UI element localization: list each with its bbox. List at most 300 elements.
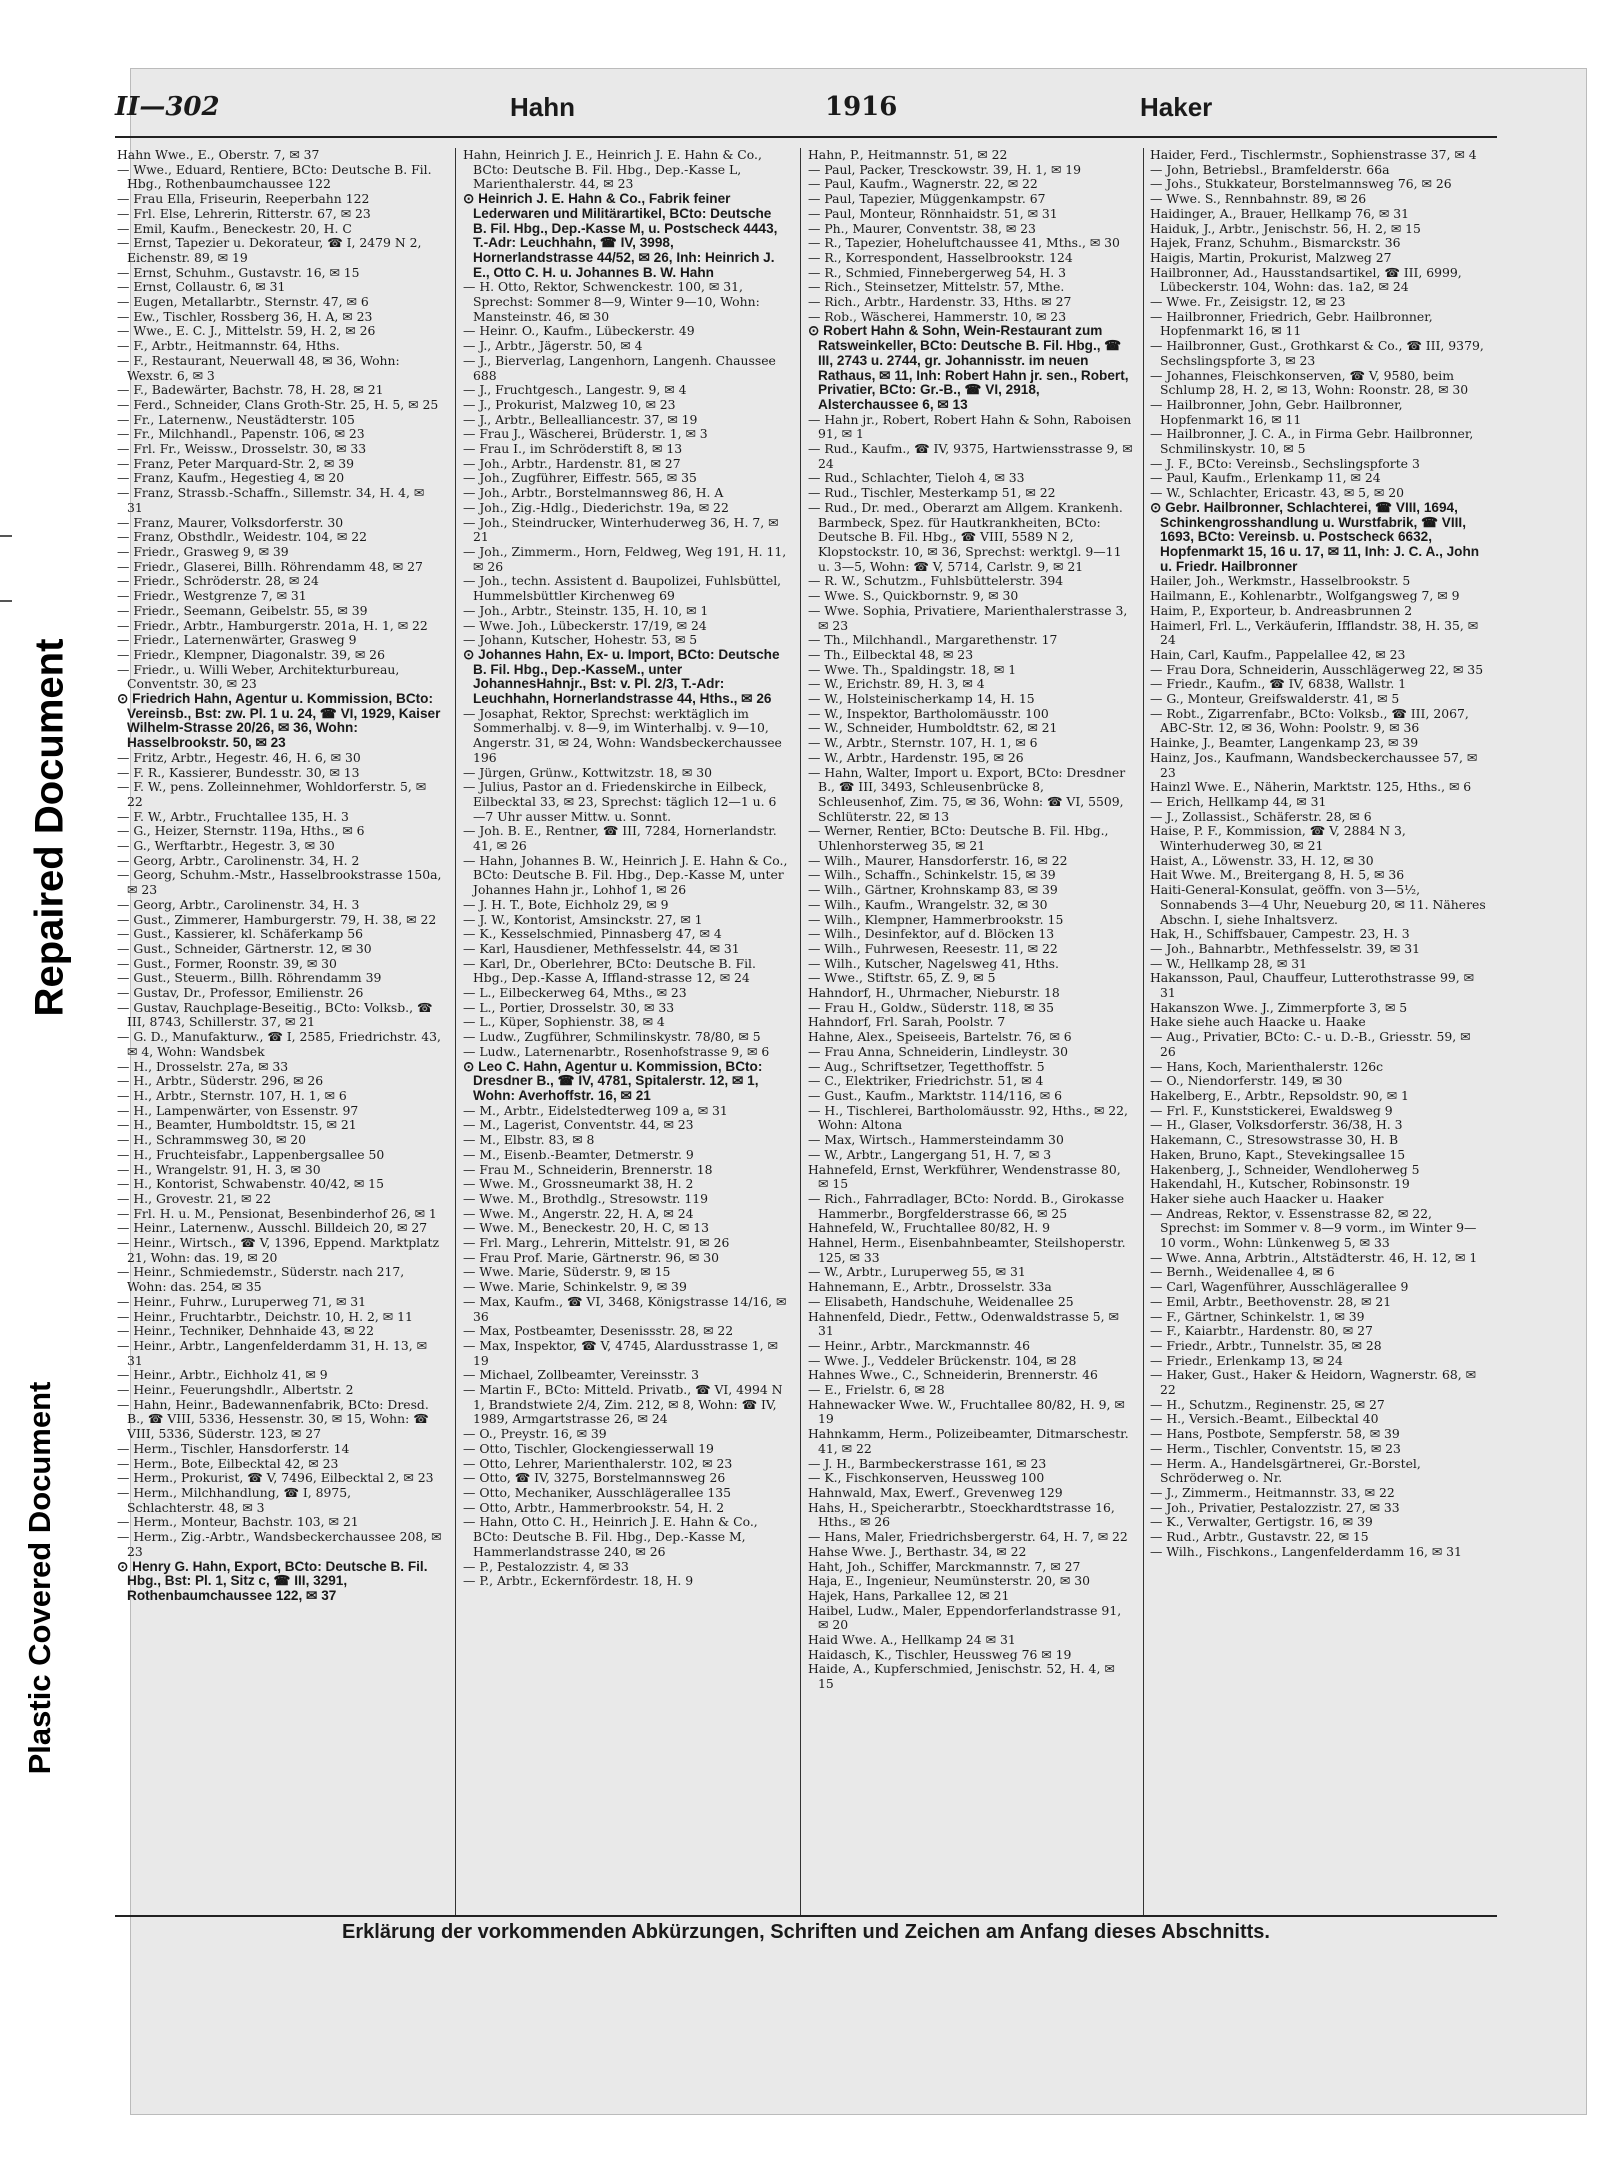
directory-entry: Hahn Wwe., E., Oberstr. 7, ✉ 37 <box>117 148 320 162</box>
directory-entry: — M., Lagerist, Conventstr. 44, ✉ 23 <box>463 1117 694 1133</box>
directory-entry: — Wwe. Marie, Schinkelstr. 9, ✉ 39 <box>463 1279 687 1295</box>
directory-entry: — Wilh., Kutscher, Nagelsweg 41, Hths. <box>808 955 1059 971</box>
directory-entry: Haiduk, J., Arbtr., Jenischstr. 56, H. 2, ✉ 15 <box>1150 220 1421 236</box>
directory-entry: — Elisabeth, Handschuhe, Weidenallee 25 <box>808 1293 1074 1309</box>
directory-entry: — G., Monteur, Greifswalderstr. 41, ✉ 5 <box>1150 691 1400 707</box>
directory-entry: — Rud., Kaufm., ☎ IV, 9375, Hartwiensstrasse 9, ✉ 24 <box>808 441 1133 471</box>
directory-entry: Haht, Joh., Schiffer, Marckmannstr. 7, ✉ 27 <box>808 1558 1081 1574</box>
directory-entry: — Ew., Tischler, Rossberg 36, H. A, ✉ 23 <box>117 308 373 324</box>
directory-entry: — W., Schneider, Humboldtstr. 62, ✉ 21 <box>808 720 1058 736</box>
directory-entry: — Joh., Zimmerm., Horn, Feldweg, Weg 191, H. 11, ✉ 26 <box>463 543 787 574</box>
directory-entry: Hahn, Heinrich J. E., Heinrich J. E. Hahn & Co., BCto: Deutsche B. Fil. Hbg., Dep.-Kasse L, Marienthalerstr. 44, ✉ 23 <box>463 148 762 192</box>
directory-entry: — J., Zollassist., Schäferstr. 28, ✉ 6 <box>1150 808 1372 824</box>
directory-entry: — Herm., Monteur, Bachstr. 103, ✉ 21 <box>117 1514 359 1530</box>
directory-entry: — Rud., Dr. med., Oberarzt am Allgem. Krankenh. Barmbeck, Spez. für Hautkrankheiten, BCto: Deutsche B. Fil. Hbg., ☎ VIII, 5589 N 2, Klopstockstr. 10, ✉ 36, Sprechst: werktgl. 9—11 u. 3—5, Wohn: ☎ V, 5714, Carlstr. 9, ✉ 21 <box>808 499 1123 574</box>
directory-entry: Haidinger, A., Brauer, Hellkamp 76, ✉ 31 <box>1150 205 1409 221</box>
directory-entry: — Rud., Tischler, Mesterkamp 51, ✉ 22 <box>808 485 1056 501</box>
column-2 <box>463 148 788 1898</box>
directory-entry: — Heinr., Arbtr., Eichholz 41, ✉ 9 <box>117 1367 328 1383</box>
directory-entry: — Friedr., Schröderstr. 28, ✉ 24 <box>117 573 319 589</box>
directory-entry: — Joh., techn. Assistent d. Baupolizei, Fuhlsbüttel, Hummelsbüttler Kirchenweg 69 <box>463 573 782 604</box>
directory-entry: — K., Fischkonserven, Heussweg 100 <box>808 1470 1045 1486</box>
directory-entry: — Bernh., Weidenallee 4, ✉ 6 <box>1150 1264 1335 1280</box>
directory-entry: — H., Glaser, Volksdorferstr. 36/38, H. 3 <box>1150 1117 1403 1133</box>
directory-entry: — Karl, Dr., Oberlehrer, BCto: Deutsche B. Fil. Hbg., Dep.-Kasse A, Iffland-strasse 12, ✉ 24 <box>463 955 756 986</box>
directory-entry: Hainz, Jos., Kaufmann, Wandsbeckerchaussee 57, ✉ 23 <box>1150 749 1478 780</box>
directory-entry: — Wilh., Klempner, Hammerbrookstr. 15 <box>808 911 1064 927</box>
directory-entry: — J., Fruchtgesch., Langestr. 9, ✉ 4 <box>463 382 687 398</box>
directory-entry: — Hailbronner, Friedrich, Gebr. Hailbronner, Hopfenmarkt 16, ✉ 11 <box>1150 308 1433 339</box>
directory-entry: — Heinr., Fruchtarbtr., Deichstr. 10, H. 2, ✉ 11 <box>117 1308 413 1324</box>
directory-entry: — Wwe. Sophia, Privatiere, Marienthalerstrasse 3, ✉ 23 <box>808 602 1128 633</box>
directory-entry: — F., Badewärter, Bachstr. 78, H. 28, ✉ 21 <box>117 382 384 398</box>
directory-entry: Hahse Wwe. J., Berthastr. 34, ✉ 22 <box>808 1543 1027 1559</box>
directory-entry: Haja, E., Ingenieur, Neumünsterstr. 20, ✉ 30 <box>808 1573 1090 1589</box>
directory-entry: — Ernst, Schuhm., Gustavstr. 16, ✉ 15 <box>117 264 360 280</box>
directory-entry: — Karl, Hausdiener, Methfesselstr. 44, ✉ 31 <box>463 940 740 956</box>
directory-entry: — Th., Eilbecktal 48, ✉ 23 <box>808 646 974 662</box>
edge-tick <box>0 535 12 537</box>
directory-entry: — Ernst, Collaustr. 6, ✉ 31 <box>117 279 286 295</box>
directory-entry: — Wwe. Th., Spaldingstr. 18, ✉ 1 <box>808 661 1017 677</box>
directory-entry: — Hailbronner, Gust., Grothkarst & Co., ☎ III, 9379, Sechslingspforte 3, ✉ 23 <box>1150 338 1484 368</box>
directory-entry: — M., Eisenb.-Beamter, Detmerstr. 9 <box>463 1146 694 1162</box>
directory-entry: — Frl. Else, Lehrerin, Ritterstr. 67, ✉ 23 <box>117 205 371 221</box>
directory-entry: — F. W., pens. Zolleinnehmer, Wohldorferstr. 5, ✉ 22 <box>117 779 427 809</box>
directory-entry: — J. H., Barmbeckerstrasse 161, ✉ 23 <box>808 1455 1047 1471</box>
directory-entry: Hahnel, Herm., Eisenbahnbeamter, Steilshoperstr. 125, ✉ 33 <box>808 1235 1126 1265</box>
directory-entry: — Wwe. Fr., Zeisigstr. 12, ✉ 23 <box>1150 294 1346 310</box>
directory-entry: — Frl. Fr., Weissw., Drosselstr. 30, ✉ 33 <box>117 441 367 457</box>
directory-entry: — Wwe. S., Rennbahnstr. 89, ✉ 26 <box>1150 191 1367 207</box>
directory-entry: — K., Kesselschmied, Pinnasberg 47, ✉ 4 <box>463 926 722 942</box>
directory-entry: — Heinr., Laternenw., Ausschl. Billdeich 20, ✉ 27 <box>117 1220 428 1236</box>
directory-entry: — H., Schrammsweg 30, ✉ 20 <box>117 1132 307 1148</box>
directory-entry: — Frau I., im Schröderstift 8, ✉ 13 <box>463 441 683 457</box>
directory-entry: — Wwe. Marie, Süderstr. 9, ✉ 15 <box>463 1264 671 1280</box>
directory-entry: — Julius, Pastor an d. Friedenskirche in Eilbeck, Eilbecktal 33, ✉ 23, Sprechst: täglich 12—1 u. 6—7 Uhr ausser Mittw. u. Sonnt. <box>463 779 777 824</box>
directory-entry: — Wwe. M., Grossneumarkt 38, H. 2 <box>463 1176 694 1192</box>
directory-entry: — Wilh., Maurer, Hansdorferstr. 16, ✉ 22 <box>808 852 1068 868</box>
header-rule <box>115 136 1497 138</box>
directory-entry: — Heinr., Techniker, Dehnhaide 43, ✉ 22 <box>117 1323 375 1339</box>
directory-entry: Hainzl Wwe. E., Näherin, Marktstr. 125, Hths., ✉ 6 <box>1150 779 1472 795</box>
directory-entry: — Friedr., Laternenwärter, Grasweg 9 <box>117 632 357 648</box>
column-divider <box>455 148 456 1916</box>
directory-entry: — H., Versich.-Beamt., Eilbecktal 40 <box>1150 1411 1379 1427</box>
directory-entry: Hakemann, C., Stresowstrasse 30, H. B <box>1150 1132 1399 1148</box>
abbreviation-note: Erklärung der vorkommenden Abkürzungen, Schriften und Zeichen am Anfang dieses Abschnitts. <box>342 1921 1270 1943</box>
directory-entry: — Rich., Fahrradlager, BCto: Nordd. B., Girokasse Hammerbr., Borgfelderstrasse 66, ✉ 25 <box>808 1190 1125 1221</box>
directory-entry: Hait Wwe. M., Breitergang 8, H. 5, ✉ 36 <box>1150 867 1405 883</box>
directory-entry: Haimerl, Frl. L., Verkäuferin, Ifflandstr. 38, H. 35, ✉ 24 <box>1150 617 1479 648</box>
directory-entry: Haide, A., Kupferschmied, Jenischstr. 52, H. 4, ✉ 15 <box>808 1661 1115 1692</box>
directory-entry: — Frau Prof. Marie, Gärtnerstr. 96, ✉ 30 <box>463 1249 719 1265</box>
directory-entry: ⊙ Gebr. Hailbronner, Schlachterei, ☎ VIII, 1694, Schinkengrosshandlung u. Wurstfabrik, ☎ VIII, 1693, BCto: Vereinsb. u. Postscheck 6632, Hopfenmarkt 15, 16 u. 17, ✉ 11, Inh: J. C. A., John u. Friedr. Hailbronner <box>1150 499 1480 574</box>
directory-entry: Hahs, H., Speicherarbtr., Stoeckhardtstrasse 16, Hths., ✉ 26 <box>808 1499 1115 1530</box>
directory-entry: — Aug., Schriftsetzer, Tegetthoffstr. 5 <box>808 1058 1045 1074</box>
directory-entry: — Hans, Koch, Marienthalerstr. 126c <box>1150 1058 1384 1074</box>
directory-entry: — H. Otto, Rektor, Schwenckestr. 100, ✉ 31, Sprechst: Sommer 8—9, Winter 9—10, Wohn: Mansteinstr. 46, ✉ 30 <box>463 279 760 324</box>
directory-entry: — Joh. B. E., Rentner, ☎ III, 7284, Hornerlandstr. 41, ✉ 26 <box>463 823 777 854</box>
directory-entry: — John, Betriebsl., Bramfelderstr. 66a <box>1150 161 1390 177</box>
column-4 <box>1150 148 1490 1898</box>
column-divider <box>1143 148 1144 1916</box>
directory-entry: — M., Elbstr. 83, ✉ 8 <box>463 1132 595 1148</box>
directory-entry: — M., Arbtr., Eidelstedterweg 109 a, ✉ 31 <box>463 1102 728 1118</box>
directory-entry: Hahnewacker Wwe. W., Fruchtallee 80/82, H. 9, ✉ 19 <box>808 1396 1125 1427</box>
directory-entry: — Eugen, Metallarbtr., Sternstr. 47, ✉ 6 <box>117 294 369 310</box>
directory-entry: — J. F., BCto: Vereinsb., Sechslingspforte 3 <box>1150 455 1420 471</box>
directory-entry: — Joh., Arbtr., Steinstr. 135, H. 10, ✉ 1 <box>463 602 709 618</box>
directory-entry: — Georg, Arbtr., Carolinenstr. 34, H. 2 <box>117 852 360 868</box>
directory-entry: ⊙ Leo C. Hahn, Agentur u. Kommission, BCto: Dresdner B., ☎ IV, 4781, Spitalerstr. 12, ✉ 1, Wohn: Averhoffstr. 16, ✉ 21 <box>463 1058 763 1103</box>
directory-entry: — Emil, Arbtr., Beethovenstr. 28, ✉ 21 <box>1150 1293 1392 1309</box>
directory-entry: ⊙ Johannes Hahn, Ex- u. Import, BCto: Deutsche B. Fil. Hbg., Dep.-KasseM., unter JohannesHahnjr., Bst: v. Pl. 2/3, T.-Adr: Leuchhahn, Hornerlandstrasse 44, Hths., ✉ 26 <box>463 646 780 707</box>
directory-entry: — Wilh., Fischkons., Langenfelderdamm 16, ✉ 31 <box>1150 1543 1462 1559</box>
directory-entry: — Wwe. J., Veddeler Brückenstr. 104, ✉ 28 <box>808 1352 1077 1368</box>
directory-entry: — Frau Ella, Friseurin, Reeperbahn 122 <box>117 191 370 207</box>
directory-entry: — Otto, Arbtr., Hammerbrookstr. 54, H. 2 <box>463 1499 725 1515</box>
directory-entry: — Wwe., Eduard, Rentiere, BCto: Deutsche B. Fil. Hbg., Rothenbaumchaussee 122 <box>117 161 432 192</box>
directory-entry: — Frau H., Goldw., Süderstr. 118, ✉ 35 <box>808 999 1055 1015</box>
directory-entry: — Wilh., Kaufm., Wrangelstr. 32, ✉ 30 <box>808 896 1048 912</box>
directory-entry: — W., Schlachter, Ericastr. 43, ✉ 5, ✉ 20 <box>1150 485 1404 501</box>
directory-entry: Hahnkamm, Herm., Polizeibeamter, Ditmarschestr. 41, ✉ 22 <box>808 1426 1129 1456</box>
directory-entry: — Hahn, Heinr., Badewannenfabrik, BCto: Dresd. B., ☎ VIII, 5336, Hessenstr. 30, ✉ 15, Wohn: ☎ VIII, 5336, Süderstr. 123, ✉ 27 <box>117 1396 429 1442</box>
directory-entry: — G., Werftarbtr., Hegestr. 3, ✉ 30 <box>117 838 335 854</box>
directory-entry: Haid Wwe. A., Hellkamp 24 ✉ 31 <box>808 1632 1016 1648</box>
directory-entry: Hailer, Joh., Werkmstr., Hasselbrookstr. 5 <box>1150 573 1411 589</box>
directory-entry: — R., Schmied, Finnebergerweg 54, H. 3 <box>808 264 1066 280</box>
directory-entry: — Michael, Zollbeamter, Vereinsstr. 3 <box>463 1367 699 1383</box>
directory-entry: — Gust., Steuerm., Billh. Röhrendamm 39 <box>117 970 382 986</box>
directory-entry: — Franz, Peter Marquard-Str. 2, ✉ 39 <box>117 455 354 471</box>
directory-entry: — Frau Dora, Schneiderin, Ausschlägerweg 22, ✉ 35 <box>1150 661 1484 677</box>
directory-entry: — Otto, ☎ IV, 3275, Borstelmannsweg 26 <box>463 1470 726 1486</box>
directory-entry: — Rud., Schlachter, Tieloh 4, ✉ 33 <box>808 470 1025 486</box>
directory-entry: — Wwe. S., Quickbornstr. 9, ✉ 30 <box>808 588 1019 604</box>
directory-entry: — Andreas, Rektor, v. Essenstrasse 82, ✉ 22, Sprechst: im Sommer v. 8—9 vorm., im Winter 9—10 vorm., Wohn: Lünkenweg 5, ✉ 33 <box>1150 1205 1477 1251</box>
directory-entry: — G. D., Manufakturw., ☎ I, 2585, Friedrichstr. 43, ✉ 4, Wohn: Wandsbek <box>117 1029 441 1059</box>
directory-entry: — Joh., Arbtr., Hardenstr. 81, ✉ 27 <box>463 455 681 471</box>
directory-entry: — Heinr., Fuhrw., Luruperweg 71, ✉ 31 <box>117 1293 367 1309</box>
directory-entry: — Wilh., Schaffn., Schinkelstr. 15, ✉ 39 <box>808 867 1056 883</box>
column-divider <box>800 148 801 1916</box>
directory-entry: — O., Niendorferstr. 149, ✉ 30 <box>1150 1073 1343 1089</box>
directory-entry: — Herm., Prokurist, ☎ V, 7496, Eilbecktal 2, ✉ 23 <box>117 1470 434 1486</box>
directory-entry: Hahne, Alex., Speiseeis, Bartelstr. 76, ✉ 6 <box>808 1029 1072 1045</box>
header-right-word: Haker <box>1140 92 1213 122</box>
directory-entry: — Wwe. M., Angerstr. 22, H. A, ✉ 24 <box>463 1205 694 1221</box>
directory-entry: — Friedr., Glaserei, Billh. Röhrendamm 48, ✉ 27 <box>117 558 423 574</box>
directory-entry: — J. W., Kontorist, Amsinckstr. 27, ✉ 1 <box>463 911 703 927</box>
directory-entry: — Heinr., Schmiedemstr., Süderstr. nach 217, Wohn: das. 254, ✉ 35 <box>117 1264 405 1295</box>
directory-entry: Hain, Carl, Kaufm., Pappelallee 42, ✉ 23 <box>1150 646 1406 662</box>
directory-entry: — Fr., Laternenw., Neustädterstr. 105 <box>117 411 355 427</box>
directory-entry: — Hailbronner, John, Gebr. Hailbronner, Hopfenmarkt 16, ✉ 11 <box>1150 396 1403 427</box>
directory-entry: — Paul, Monteur, Rönnhaidstr. 51, ✉ 31 <box>808 205 1058 221</box>
directory-entry: — H., Arbtr., Sternstr. 107, H. 1, ✉ 6 <box>117 1088 347 1103</box>
directory-entry: — Herm., Zig.-Arbtr., Wandsbeckerchaussee 208, ✉ 23 <box>117 1529 442 1559</box>
directory-entry: — Josaphat, Rektor, Sprechst: werktäglich im Sommerhalbj. v. 8—9, im Winterhalbj. v. 9—10, Angerstr. 31, ✉ 24, Wohn: Wandsbeckerchaussee 196 <box>463 705 782 765</box>
directory-entry: — Carl, Wagenführer, Ausschlägerallee 9 <box>1150 1279 1409 1295</box>
directory-entry: — Paul, Kaufm., Wagnerstr. 22, ✉ 22 <box>808 176 1038 192</box>
directory-entry: — H., Fruchteisfabr., Lappenbergsallee 50 <box>117 1146 385 1162</box>
directory-entry: — Otto, Mechaniker, Ausschlägerallee 135 <box>463 1484 732 1500</box>
directory-entry: — Herm., Bote, Eilbecktal 42, ✉ 23 <box>117 1455 339 1471</box>
directory-entry: — Hahn, Johannes B. W., Heinrich J. E. Hahn & Co., BCto: Deutsche B. Fil. Hbg., Dep.-Kasse M, unter Johannes Hahn jr., Lohhof 1, ✉ 26 <box>463 852 788 898</box>
directory-entry: — Gustav, Dr., Professor, Emilienstr. 26 <box>117 985 364 1001</box>
directory-entry: — Johann, Kutscher, Hohestr. 53, ✉ 5 <box>463 632 698 648</box>
directory-entry: Hailmann, E., Kohlenarbtr., Wolfgangsweg 7, ✉ 9 <box>1150 588 1460 604</box>
directory-entry: — Johs., Stukkateur, Borstelmannsweg 76, ✉ 26 <box>1150 176 1452 192</box>
directory-entry: — Rob., Wäscherei, Hammerstr. 10, ✉ 23 <box>808 308 1067 324</box>
directory-entry: Haibel, Ludw., Maler, Eppendorferlandstrasse 91, ✉ 20 <box>808 1602 1122 1633</box>
directory-entry: — Aug., Privatier, BCto: C.- u. D.-B., Griesstr. 59, ✉ 26 <box>1150 1029 1471 1059</box>
directory-entry: Hahn, P., Heitmannstr. 51, ✉ 22 <box>808 148 1008 162</box>
directory-entry: — L., Eilbeckerweg 64, Mths., ✉ 23 <box>463 985 687 1001</box>
directory-entry: — Joh., Steindrucker, Winterhuderweg 36, H. 7, ✉ 21 <box>463 514 779 545</box>
directory-entry: — Wilh., Fuhrwesen, Reesestr. 11, ✉ 22 <box>808 940 1058 956</box>
directory-entry: — Th., Milchhandl., Margarethenstr. 17 <box>808 632 1058 648</box>
directory-entry: — W., Erichstr. 89, H. 3, ✉ 4 <box>808 676 985 692</box>
directory-entry: — F. R., Kassierer, Bundesstr. 30, ✉ 13 <box>117 764 360 780</box>
directory-entry: Hahndorf, H., Uhrmacher, Nieburstr. 18 <box>808 985 1060 1001</box>
directory-entry: Hahnenfeld, Diedr., Fettw., Odenwaldstrasse 5, ✉ 31 <box>808 1308 1119 1339</box>
directory-entry: — W., Arbtr., Luruperweg 55, ✉ 31 <box>808 1264 1026 1280</box>
directory-entry: Haim, P., Exporteur, b. Andreasbrunnen 2 <box>1150 602 1413 618</box>
directory-entry: Hahnemann, E., Arbtr., Drosselstr. 33a <box>808 1279 1052 1295</box>
directory-entry: — P., Pestalozzistr. 4, ✉ 33 <box>463 1558 629 1574</box>
directory-entry: — Gust., Kassierer, kl. Schäferkamp 56 <box>117 926 363 942</box>
directory-entry: — H., Grovestr. 21, ✉ 22 <box>117 1190 272 1206</box>
directory-entry: — Wilh., Gärtner, Krohnskamp 83, ✉ 39 <box>808 882 1058 898</box>
directory-entry: — Haker, Gust., Haker & Heidorn, Wagnerstr. 68, ✉ 22 <box>1150 1367 1476 1398</box>
directory-entry: — W., Arbtr., Sternstr. 107, H. 1, ✉ 6 <box>808 735 1038 751</box>
directory-entry: — Wwe. M., Beneckestr. 20, H. C, ✉ 13 <box>463 1220 710 1236</box>
directory-entry: — Franz, Maurer, Volksdorferstr. 30 <box>117 514 344 530</box>
directory-entry: — Georg, Schuhm.-Mstr., Hasselbrookstrasse 150a, ✉ 23 <box>117 867 442 898</box>
directory-entry: ⊙ Heinrich J. E. Hahn & Co., Fabrik feiner Lederwaren und Militärartikel, BCto: Deutsche B. Fil. Hbg., Dep.-Kasse M, u. Postscheck 4443, T.-Adr: Leuchhahn, ☎ IV, 3998, Hornerlandstrasse 44/52, ✉ 26, Inh: Heinrich J. E., Otto C. H. u. Johannes B. W. Hahn <box>463 191 778 280</box>
directory-entry: — Friedr., Westgrenze 7, ✉ 31 <box>117 588 307 604</box>
directory-entry: Haiti-General-Konsulat, geöffn. von 3—5½, Sonnabends 3—4 Uhr, Neueburg 20, ✉ 11. Näheres Abschn. I, siehe Inhaltsverz. <box>1150 882 1486 927</box>
directory-entry: — Max, Postbeamter, Desenissstr. 28, ✉ 22 <box>463 1323 734 1339</box>
directory-entry: Hahnefeld, W., Fruchtallee 80/82, H. 9 <box>808 1220 1051 1236</box>
directory-entry: — Friedr., u. Willi Weber, Architekturbureau, Conventstr. 30, ✉ 23 <box>117 661 400 692</box>
directory-entry: — Herm., Tischler, Hansdorferstr. 14 <box>117 1440 350 1456</box>
directory-entry: Hahnwald, Max, Ewerf., Grevenweg 129 <box>808 1484 1063 1500</box>
directory-entry: — Friedr., Seemann, Geibelstr. 55, ✉ 39 <box>117 602 368 618</box>
directory-entry: — Rich., Arbtr., Hardenstr. 33, Hths. ✉ 27 <box>808 294 1072 310</box>
directory-entry: — Friedr., Kaufm., ☎ IV, 6838, Wallstr. 1 <box>1150 676 1407 692</box>
directory-entry: — F., Restaurant, Neuerwall 48, ✉ 36, Wohn: Wexstr. 6, ✉ 3 <box>117 352 400 383</box>
directory-entry: Haidasch, K., Tischler, Heussweg 76 ✉ 19 <box>808 1646 1072 1662</box>
directory-entry: — H., Schutzm., Reginenstr. 25, ✉ 27 <box>1150 1396 1385 1412</box>
directory-entry: Hahnes Wwe., C., Schneiderin, Brennerstr. 46 <box>808 1367 1098 1383</box>
directory-entry: — Wwe., E. C. J., Mittelstr. 59, H. 2, ✉ 26 <box>117 323 376 339</box>
directory-entry: — Joh., Bahnarbtr., Methfesselstr. 39, ✉ 31 <box>1150 940 1421 956</box>
directory-entry: — Jürgen, Grünw., Kottwitzstr. 18, ✉ 30 <box>463 764 712 780</box>
directory-entry: — H., Kontorist, Schwabenstr. 40/42, ✉ 15 <box>117 1176 384 1192</box>
directory-entry: Hahndorf, Frl. Sarah, Poolstr. 7 <box>808 1014 1006 1030</box>
directory-entry: — Wwe. Joh., Lübeckerstr. 17/19, ✉ 24 <box>463 617 707 633</box>
directory-entry: — W., Inspektor, Bartholomäusstr. 100 <box>808 705 1049 721</box>
directory-entry: — Emil, Kaufm., Beneckestr. 20, H. C <box>117 220 352 236</box>
directory-entry: — Werner, Rentier, BCto: Deutsche B. Fil. Hbg., Uhlenhorsterweg 35, ✉ 21 <box>808 823 1109 854</box>
directory-entry: — Max, Inspektor, ☎ V, 4745, Alardusstrasse 1, ✉ 19 <box>463 1337 778 1368</box>
directory-entry: — Robt., Zigarrenfabr., BCto: Volksb., ☎ III, 2067, ABC-Str. 12, ✉ 36, Wohn: Poolstr. 9, ✉ 36 <box>1150 705 1469 736</box>
directory-entry: — P., Arbtr., Eckernfördestr. 18, H. 9 <box>463 1573 694 1589</box>
directory-entry: — Frl. H. u. M., Pensionat, Besenbinderhof 26, ✉ 1 <box>117 1205 437 1221</box>
directory-entry: — W., Arbtr., Hardenstr. 195, ✉ 26 <box>808 749 1024 765</box>
directory-entry: — J., Arbtr., Bellealliancestr. 37, ✉ 19 <box>463 411 698 427</box>
directory-entry: — Paul, Packer, Tresckowstr. 39, H. 1, ✉ 19 <box>808 161 1082 177</box>
directory-entry: — Max, Wirtsch., Hammersteindamm 30 <box>808 1132 1064 1148</box>
directory-entry: — Hans, Postbote, Sempferstr. 58, ✉ 39 <box>1150 1426 1400 1442</box>
directory-entry: — Herm. A., Handelsgärtnerei, Gr.-Borstel, Schröderweg o. Nr. <box>1150 1455 1421 1486</box>
directory-entry: Hainke, J., Beamter, Langenkamp 23, ✉ 39 <box>1150 735 1419 751</box>
directory-entry: Haist, A., Löwenstr. 33, H. 12, ✉ 30 <box>1150 852 1374 868</box>
directory-entry: — Wilh., Desinfektor, auf d. Blöcken 13 <box>808 926 1055 942</box>
directory-entry: — Fritz, Arbtr., Hegestr. 46, H. 6, ✉ 30 <box>117 749 361 765</box>
directory-entry: — Fr., Milchhandl., Papenstr. 106, ✉ 23 <box>117 426 365 442</box>
directory-entry: — Wwe. Anna, Arbtrin., Altstädterstr. 46, H. 12, ✉ 1 <box>1150 1249 1478 1265</box>
directory-entry: — Martin F., BCto: Mitteld. Privatb., ☎ VI, 4994 N 1, Brandstwiete 2/4, Zim. 212, ✉ 8, Wohn: ☎ IV, 1989, Armgartstrasse 26, ✉ 24 <box>463 1382 783 1427</box>
directory-entry: — K., Verwalter, Gertigstr. 16, ✉ 39 <box>1150 1514 1373 1530</box>
directory-entry: — L., Küper, Sophienstr. 38, ✉ 4 <box>463 1014 665 1030</box>
directory-entry: — W., Arbtr., Langergang 51, H. 7, ✉ 3 <box>808 1146 1052 1162</box>
directory-entry: — Frl. Marg., Lehrerin, Mittelstr. 91, ✉ 26 <box>463 1235 730 1251</box>
directory-entry: Haider, Ferd., Tischlermstr., Sophienstrasse 37, ✉ 4 <box>1150 148 1477 162</box>
directory-entry: ⊙ Robert Hahn & Sohn, Wein-Restaurant zum Ratsweinkeller, BCto: Deutsche B. Fil. Hbg., ☎ III, 2743 u. 2744, gr. Johannisstr. im neuen Rathaus, ✉ 11, Inh: Robert Hahn jr. sen., Robert, Privatier, BCto: Gr.-B., ☎ VI, 2918, Alsterchaussee 6, ✉ 13 <box>808 323 1129 412</box>
directory-entry: — Erich, Hellkamp 44, ✉ 31 <box>1150 793 1327 809</box>
directory-entry: — Franz, Obsthdlr., Weidestr. 104, ✉ 22 <box>117 529 367 545</box>
directory-entry: — H., Tischlerei, Bartholomäusstr. 92, Hths., ✉ 22, Wohn: Altona <box>808 1102 1128 1133</box>
header-year: 1916 <box>825 92 898 122</box>
directory-entry: ⊙ Henry G. Hahn, Export, BCto: Deutsche B. Fil. Hbg., Bst: Pl. 1, Sitz c, ☎ III, 3291, Rothenbaumchaussee 122, ✉ 37 <box>117 1558 428 1603</box>
directory-entry: Haken, Bruno, Kapt., Stevekingsallee 15 <box>1150 1146 1406 1162</box>
footer-rule <box>115 1915 1497 1917</box>
directory-entry: — Wwe. M., Brothdlg., Stresowstr. 119 <box>463 1190 709 1206</box>
directory-entry: — F., Kaiarbtr., Hardenstr. 80, ✉ 27 <box>1150 1323 1373 1339</box>
directory-entry: Hak, H., Schiffsbauer, Campestr. 23, H. 3 <box>1150 926 1410 942</box>
directory-entry: — R. W., Schutzm., Fuhlsbüttelerstr. 394 <box>808 573 1064 589</box>
directory-entry: — Rud., Arbtr., Gustavstr. 22, ✉ 15 <box>1150 1529 1369 1545</box>
directory-entry: — Gust., Kaufm., Marktstr. 114/116, ✉ 6 <box>808 1088 1062 1103</box>
directory-entry: — Georg, Arbtr., Carolinenstr. 34, H. 3 <box>117 896 360 912</box>
directory-entry: Hakanszon Wwe. J., Zimmerpforte 3, ✉ 5 <box>1150 999 1408 1015</box>
directory-entry: — Rich., Steinsetzer, Mittelstr. 57, Mthe. <box>808 279 1065 295</box>
directory-entry: Haker siehe auch Haacker u. Haaker <box>1150 1190 1384 1206</box>
directory-entry: — Frau M., Schneiderin, Brennerstr. 18 <box>463 1161 713 1177</box>
directory-entry: — Gust., Schneider, Gärtnerstr. 12, ✉ 30 <box>117 940 372 956</box>
directory-entry: — Ludw., Zugführer, Schmilinskystr. 78/80, ✉ 5 <box>463 1029 761 1045</box>
directory-entry: — Franz, Strassb.-Schaffn., Sillemstr. 34, H. 4, ✉ 31 <box>117 485 425 515</box>
directory-entry: Hakendahl, H., Kutscher, Robinsonstr. 19 <box>1150 1176 1410 1192</box>
directory-entry: — Frau Anna, Schneiderin, Lindleystr. 30 <box>808 1043 1068 1059</box>
directory-entry: — Hahn jr., Robert, Robert Hahn & Sohn, Raboisen 91, ✉ 1 <box>808 411 1132 442</box>
directory-entry: — H., Drosselstr. 27a, ✉ 33 <box>117 1058 289 1074</box>
directory-entry: — Friedr., Arbtr., Hamburgerstr. 201a, H. 1, ✉ 22 <box>117 617 428 633</box>
directory-entry: — Hans, Maler, Friedrichsbergerstr. 64, H. 7, ✉ 22 <box>808 1529 1128 1545</box>
directory-entry: — Ludw., Laternenarbtr., Rosenhofstrasse 9, ✉ 6 <box>463 1043 770 1059</box>
directory-entry: — Gust., Zimmerer, Hamburgerstr. 79, H. 38, ✉ 22 <box>117 911 437 927</box>
directory-entry: — Herm., Milchhandlung, ☎ I, 8975, Schlachterstr. 48, ✉ 3 <box>117 1484 352 1515</box>
directory-entry: — Friedr., Erlenkamp 13, ✉ 24 <box>1150 1352 1343 1368</box>
directory-entry: — Friedr., Arbtr., Tunnelstr. 35, ✉ 28 <box>1150 1337 1382 1353</box>
directory-entry: — J., Zimmerm., Heitmannstr. 33, ✉ 22 <box>1150 1484 1395 1500</box>
directory-entry: — Franz, Kaufm., Hegestieg 4, ✉ 20 <box>117 470 345 486</box>
directory-entry: — Gust., Former, Roonstr. 39, ✉ 30 <box>117 955 337 971</box>
directory-entry: — H., Arbtr., Süderstr. 296, ✉ 26 <box>117 1073 324 1089</box>
directory-entry: — C., Elektriker, Friedrichstr. 51, ✉ 4 <box>808 1073 1044 1089</box>
repaired-document-label: Repaired Document <box>27 638 72 1017</box>
directory-entry: — Ph., Maurer, Conventstr. 38, ✉ 23 <box>808 220 1036 236</box>
directory-entry: Hakelberg, E., Arbtr., Repsoldstr. 90, ✉ 1 <box>1150 1088 1409 1103</box>
directory-entry: — Johannes, Fleischkonserven, ☎ V, 9580, beim Schlump 28, H. 2, ✉ 13, Wohn: Roonstr. 28, ✉ 30 <box>1150 367 1469 398</box>
directory-entry: — Frl. F., Kunststickerei, Ewaldsweg 9 <box>1150 1102 1393 1118</box>
directory-entry: Hahnefeld, Ernst, Werkführer, Wendenstrasse 80, ✉ 15 <box>808 1161 1121 1192</box>
directory-entry: — Heinr., Arbtr., Langenfelderdamm 31, H. 13, ✉ 31 <box>117 1337 427 1368</box>
directory-entry: — W., Hellkamp 28, ✉ 31 <box>1150 955 1308 971</box>
directory-entry: — E., Frielstr. 6, ✉ 28 <box>808 1382 945 1398</box>
directory-entry: — Joh., Privatier, Pestalozzistr. 27, ✉ 33 <box>1150 1499 1400 1515</box>
directory-entry: ⊙ Friedrich Hahn, Agentur u. Kommission, BCto: Vereinsb., Bst: zw. Pl. 1 u. 24, ☎ VI, 1929, Kaiser Wilhelm-Strasse 20/26, ✉ 36, Wohn: Hasselbrookstr. 50, ✉ 23 <box>117 691 441 751</box>
directory-entry: — Otto, Lehrer, Marienthalerstr. 102, ✉ 23 <box>463 1455 733 1471</box>
directory-entry: — Herm., Tischler, Conventstr. 15, ✉ 23 <box>1150 1440 1401 1456</box>
directory-entry: — Max, Kaufm., ☎ VI, 3468, Königstrasse 14/16, ✉ 36 <box>463 1293 787 1324</box>
directory-entry: — Ferd., Schneider, Clans Groth-Str. 25, H. 5, ✉ 25 <box>117 396 439 412</box>
column-3 <box>808 148 1133 1898</box>
page-header <box>115 92 1235 132</box>
directory-entry: — Gustav, Rauchplage-Beseitig., BCto: Volksb., ☎ III, 8743, Schillerstr. 37, ✉ 21 <box>117 999 433 1030</box>
directory-entry: — Paul, Tapezier, Müggenkampstr. 67 <box>808 191 1046 207</box>
directory-entry: — J., Arbtr., Jägerstr. 50, ✉ 4 <box>463 338 643 354</box>
directory-entry: — Friedr., Grasweg 9, ✉ 39 <box>117 543 289 559</box>
directory-entry: — Ernst, Tapezier u. Dekorateur, ☎ I, 2479 N 2, Eichenstr. 89, ✉ 19 <box>117 235 422 265</box>
directory-entry: Hailbronner, Ad., Hausstandsartikel, ☎ III, 6999, Lübeckerstr. 104, Wohn: das. 1a2, ✉ 24 <box>1150 264 1462 295</box>
directory-entry: — O., Preystr. 16, ✉ 39 <box>463 1426 607 1442</box>
directory-entry: — Heinr., Arbtr., Marckmannstr. 46 <box>808 1337 1031 1353</box>
directory-entry: — Joh., Zig.-Hdlg., Diederichstr. 19a, ✉ 22 <box>463 499 729 515</box>
directory-entry: Hajek, Franz, Schuhm., Bismarckstr. 36 <box>1150 235 1401 251</box>
directory-entry: — G., Heizer, Sternstr. 119a, Hths., ✉ 6 <box>117 823 365 839</box>
directory-entry: Hakansson, Paul, Chauffeur, Lutterothstrasse 99, ✉ 31 <box>1150 970 1474 1001</box>
directory-entry: — H., Beamter, Humboldtstr. 15, ✉ 21 <box>117 1117 357 1133</box>
directory-entry: — H., Wrangelstr. 91, H. 3, ✉ 30 <box>117 1161 321 1177</box>
plastic-covered-label: Plastic Covered Document <box>22 1381 57 1775</box>
directory-entry: Hakenberg, J., Schneider, Wendloherweg 5 <box>1150 1161 1420 1177</box>
page-number: II—302 <box>115 92 220 122</box>
directory-entry: — J., Bierverlag, Langenhorn, Langenh. Chaussee 688 <box>463 352 776 383</box>
directory-entry: — R., Tapezier, Hoheluftchaussee 41, Mths., ✉ 30 <box>808 235 1120 251</box>
directory-entry: — W., Holsteinischerkamp 14, H. 15 <box>808 691 1035 707</box>
directory-entry: — Heinr. O., Kaufm., Lübeckerstr. 49 <box>463 323 695 339</box>
column-1 <box>117 148 442 1898</box>
directory-entry: — Paul, Kaufm., Erlenkamp 11, ✉ 24 <box>1150 470 1381 486</box>
directory-entry: — J. H. T., Bote, Eichholz 29, ✉ 9 <box>463 896 669 912</box>
header-left-word: Hahn <box>510 92 575 122</box>
directory-entry: — Hahn, Walter, Import u. Export, BCto: Dresdner B., ☎ III, 3493, Schleusenbrücke 8, Schleusenhof, Zim. 75, ✉ 36, Wohn: ☎ VI, 5509, Schlüterstr. 22, ✉ 13 <box>808 764 1126 824</box>
directory-entry: — F., Arbtr., Heitmannstr. 64, Hths. <box>117 338 340 354</box>
directory-entry: — Hahn, Otto C. H., Heinrich J. E. Hahn & Co., BCto: Deutsche B. Fil. Hbg., Dep.-Kasse M, Hammerlandstrasse 240, ✉ 26 <box>463 1514 758 1559</box>
directory-entry: — Joh., Arbtr., Borstelmannsweg 86, H. A <box>463 485 724 501</box>
directory-entry: Haise, P. F., Kommission, ☎ V, 2884 N 3, Winterhuderweg 30, ✉ 21 <box>1150 823 1406 854</box>
directory-entry: — Friedr., Klempner, Diagonalstr. 39, ✉ 26 <box>117 646 385 662</box>
directory-entry: — Wwe., Stiftstr. 65, Z. 9, ✉ 5 <box>808 970 996 986</box>
directory-entry: — L., Portier, Drosselstr. 30, ✉ 33 <box>463 999 675 1015</box>
